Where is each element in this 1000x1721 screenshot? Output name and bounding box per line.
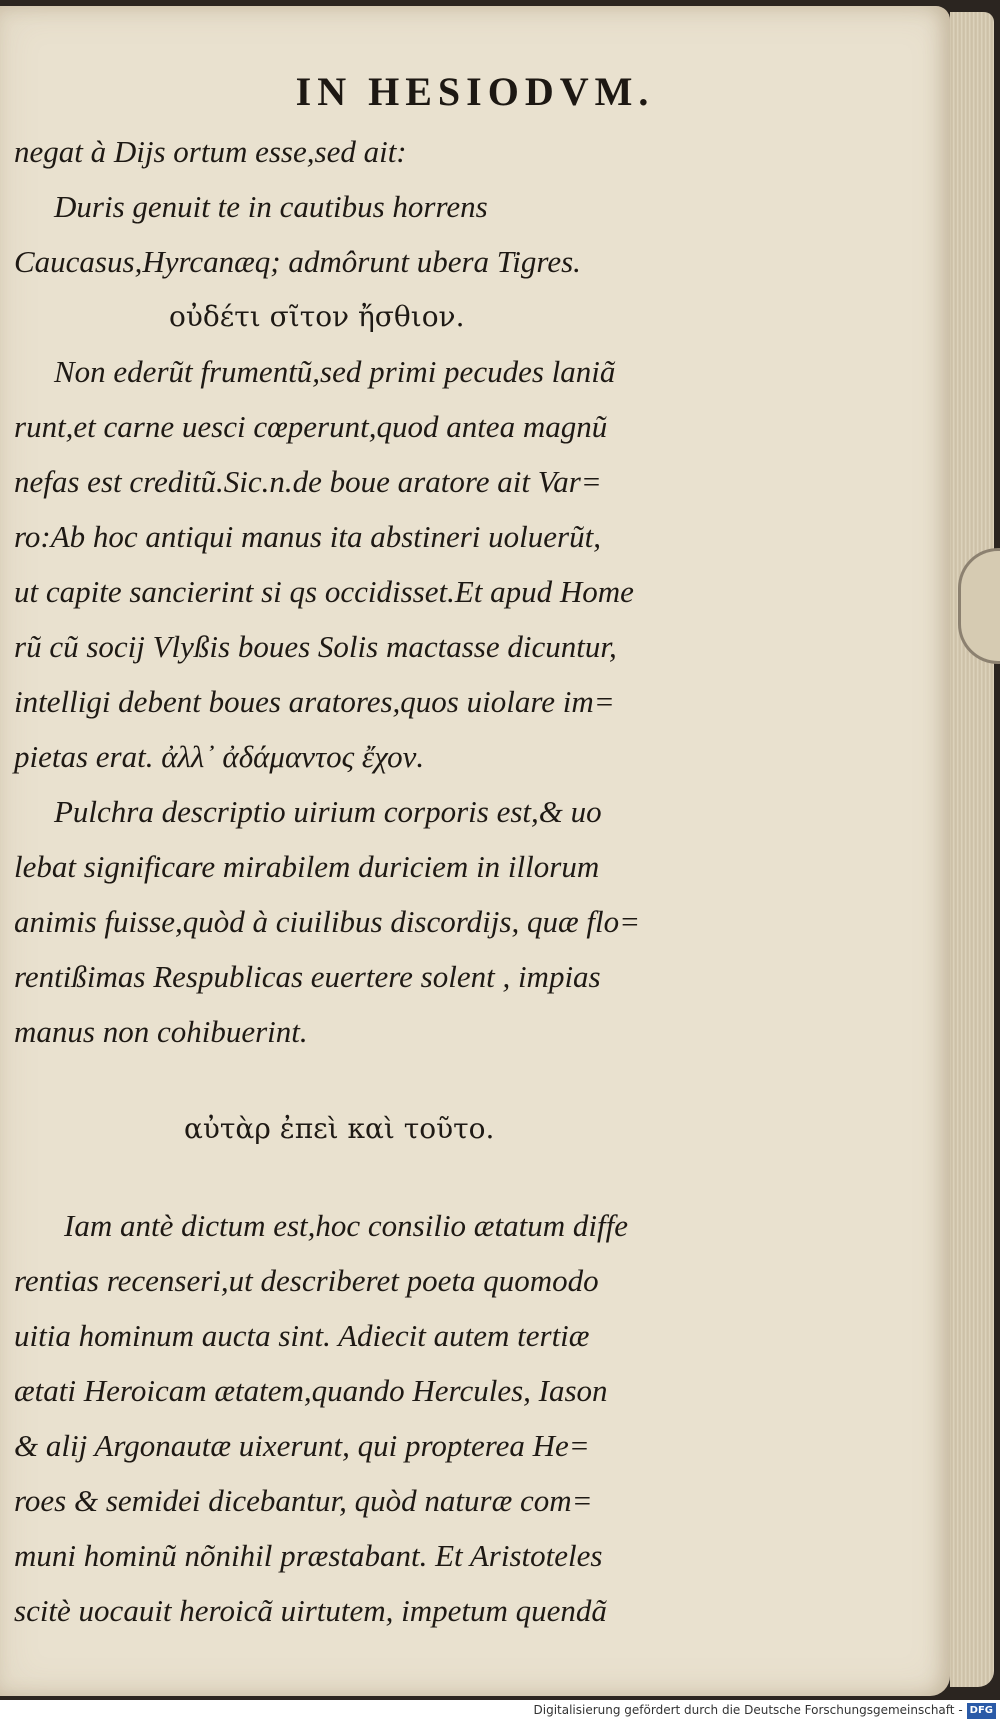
- text-line: Pulchra descriptio uirium corporis est,& uo: [54, 794, 602, 829]
- body-text: [14, 124, 734, 1638]
- text-line: Duris genuit te in cautibus horrens: [54, 189, 488, 224]
- text-line: ætati Heroicam ætatem,quando Hercules, Iason: [14, 1373, 608, 1408]
- text-line: roes & semidei dicebantur, quòd naturæ com=: [14, 1483, 593, 1518]
- page-edge: [950, 12, 994, 1687]
- book-page: [0, 6, 950, 1696]
- text-line: intelligi debent boues aratores,quos uiolare im=: [14, 684, 615, 719]
- text-line: animis fuisse,quòd à ciuilibus discordijs, quæ flo=: [14, 904, 641, 939]
- spacer: [14, 1059, 734, 1101]
- text-line: Iam antè dictum est,hoc consilio ætatum diffe: [64, 1208, 628, 1243]
- text-line: Non ederũt frumentũ,sed primi pecudes laniã: [54, 354, 616, 389]
- text-line: pietas erat. ἀλλ᾽ ἀδάμαντος ἔχον.: [14, 739, 425, 774]
- text-line: nefas est creditũ.Sic.n.de boue aratore ait Var=: [14, 464, 602, 499]
- spacer: [14, 1156, 734, 1198]
- text-line: rentißimas Respublicas euertere solent , impias: [14, 959, 601, 994]
- text-line: lebat significare mirabilem duriciem in illorum: [14, 849, 600, 884]
- text-line: Caucasus,Hyrcanæq; admôrunt ubera Tigres.: [14, 244, 581, 279]
- text-line: runt,et carne uesci cœperunt,quod antea magnũ: [14, 409, 608, 444]
- footer-text: Digitalisierung gefördert durch die Deutsche Forschungsgemeinschaft -: [533, 1703, 963, 1717]
- text-line: uitia hominum aucta sint. Adiecit autem tertiæ: [14, 1318, 590, 1353]
- text-line: ut capite sancierint si qs occidisset.Et apud Home: [14, 574, 634, 609]
- book-clasp: [958, 548, 1000, 664]
- text-line: ro:Ab hoc antiqui manus ita abstineri uoluerũt,: [14, 519, 601, 554]
- greek-line: οὐδέτι σῖτον ἤσθιον.: [169, 300, 465, 333]
- digitization-footer: [0, 1700, 1000, 1721]
- text-line: rentias recenseri,ut describeret poeta quomodo: [14, 1263, 599, 1298]
- text-line: & alij Argonautæ uixerunt, qui propterea He=: [14, 1428, 590, 1463]
- dfg-logo-icon: DFG: [967, 1703, 996, 1719]
- text-line: muni hominũ nõnihil præstabant. Et Aristoteles: [14, 1538, 603, 1573]
- text-line: rũ cũ socij Vlyßis boues Solis mactasse dicuntur,: [14, 629, 617, 664]
- running-head: IN HESIODVM.: [295, 69, 655, 114]
- text-line: negat à Dijs ortum esse,sed ait:: [14, 134, 407, 169]
- text-line: scitè uocauit heroicã uirtutem, impetum quendã: [14, 1593, 607, 1628]
- text-line: manus non cohibuerint.: [14, 1014, 308, 1049]
- greek-line: αὐτὰρ ἐπεὶ καὶ τοῦτο.: [184, 1112, 495, 1145]
